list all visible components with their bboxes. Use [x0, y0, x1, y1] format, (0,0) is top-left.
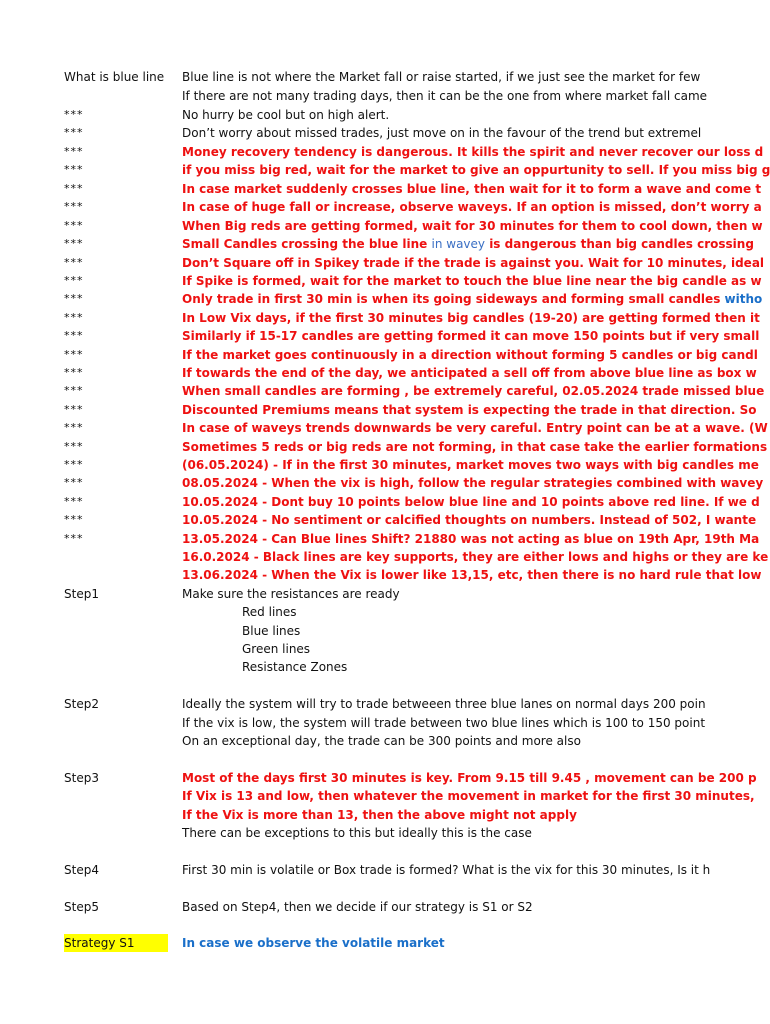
cell-text[interactable]: [182, 290, 763, 308]
sheet-row: [0, 566, 768, 584]
cell-label[interactable]: ***: [64, 384, 84, 397]
cell-text[interactable]: [182, 235, 754, 253]
cell-text[interactable]: If Vix is 13 and low, then whatever the movement in market for the first 30 minutes,: [182, 789, 755, 803]
sheet-row: [0, 530, 768, 548]
cell-text[interactable]: Make sure the resistances are ready: [182, 587, 400, 601]
sheet-row: [0, 124, 768, 142]
sheet-row: [0, 198, 768, 216]
cell-label[interactable]: ***: [64, 421, 84, 434]
cell-text[interactable]: 13.06.2024 - When the Vix is lower like 13,15, etc, then there is no hard rule that low: [182, 568, 762, 582]
cell-text[interactable]: 10.05.2024 - No sentiment or calcified thoughts on numbers. Instead of 502, I wante: [182, 513, 757, 527]
cell-label[interactable]: ***: [64, 513, 84, 526]
sheet-row: [0, 235, 768, 253]
sheet-row: [0, 438, 768, 456]
cell-label[interactable]: ***: [64, 219, 84, 232]
sheet-row: [0, 217, 768, 235]
sheet-row: [0, 548, 768, 566]
cell-text[interactable]: In Low Vix days, if the first 30 minutes big candles (19-20) are getting formed then it: [182, 311, 760, 325]
sheet-row: [0, 87, 768, 105]
sheet-row: [0, 585, 768, 603]
cell-text[interactable]: If towards the end of the day, we anticipated a sell off from above blue line as box w: [182, 366, 757, 380]
cell-text[interactable]: First 30 min is volatile or Box trade is formed? What is the vix for this 30 minutes, Is it h: [182, 863, 711, 877]
cell-label[interactable]: ***: [64, 237, 84, 250]
sheet-row: [0, 382, 768, 400]
cell-label[interactable]: ***: [64, 126, 84, 139]
cell-label[interactable]: ***: [64, 440, 84, 453]
sheet-row: [0, 106, 768, 124]
sheet-row: [0, 824, 768, 842]
cell-label[interactable]: ***: [64, 108, 84, 121]
sheet-row: [0, 401, 768, 419]
cell-text[interactable]: Discounted Premiums means that system is expecting the trade in that direction. So: [182, 403, 757, 417]
cell-label[interactable]: What is blue line: [64, 70, 165, 84]
cell-label[interactable]: Step5: [64, 900, 99, 914]
sheet-row: [0, 898, 768, 916]
cell-text[interactable]: Based on Step4, then we decide if our strategy is S1 or S2: [182, 900, 533, 914]
cell-label[interactable]: ***: [64, 292, 84, 305]
sheet-row: [0, 419, 768, 437]
cell-text[interactable]: No hurry be cool but on high alert.: [182, 108, 390, 122]
cell-text[interactable]: Ideally the system will try to trade betweeen three blue lanes on normal days 200 poin: [182, 697, 706, 711]
sheet-row: [0, 714, 768, 732]
cell-label[interactable]: ***: [64, 532, 84, 545]
cell-label[interactable]: ***: [64, 476, 84, 489]
highlighted-text-run: in wavey: [431, 237, 486, 251]
text-run: is dangerous than big candles crossing: [485, 237, 754, 251]
cell-text[interactable]: If there are not many trading days, then it can be the one from where market fall came: [182, 89, 708, 103]
cell-text[interactable]: Money recovery tendency is dangerous. It kills the spirit and never recover our loss d: [182, 145, 764, 159]
sheet-row: [0, 456, 768, 474]
cell-label[interactable]: ***: [64, 311, 84, 324]
cell-label[interactable]: Step4: [64, 863, 99, 877]
sheet-row: [0, 290, 768, 308]
cell-label[interactable]: ***: [64, 495, 84, 508]
cell-text[interactable]: Green lines: [242, 642, 311, 656]
cell-text[interactable]: There can be exceptions to this but ideally this is the case: [182, 826, 532, 840]
cell-label[interactable]: ***: [64, 145, 84, 158]
sheet-row: [0, 732, 768, 750]
cell-text[interactable]: If the market goes continuously in a direction without forming 5 candles or big candl: [182, 348, 758, 362]
cell-label[interactable]: ***: [64, 200, 84, 213]
text-run: Only trade in first 30 min is when its going sideways and forming small candles: [182, 292, 725, 306]
sheet-row: [0, 658, 768, 676]
sheet-row: [0, 254, 768, 272]
sheet-row: [0, 309, 768, 327]
cell-label[interactable]: Step1: [64, 587, 99, 601]
cell-text[interactable]: If the vix is low, the system will trade between two blue lines which is 100 to 150 point: [182, 716, 706, 730]
sheet-row: [0, 861, 768, 879]
cell-text[interactable]: 10.05.2024 - Dont buy 10 points below blue line and 10 points above red line. If we d: [182, 495, 760, 509]
cell-text[interactable]: Red lines: [242, 605, 297, 619]
text-run: Small Candles crossing the blue line: [182, 237, 432, 251]
sheet-row: [0, 180, 768, 198]
cell-text[interactable]: 16.0.2024 - Black lines are key supports, they are either lows and highs or they are ke: [182, 550, 769, 564]
sheet-row: [0, 787, 768, 805]
cell-text[interactable]: When small candles are forming , be extremely careful, 02.05.2024 trade missed blue: [182, 384, 765, 398]
cell-text[interactable]: Similarly if 15-17 candles are getting formed it can move 150 points but if very small: [182, 329, 760, 343]
sheet-row: [0, 934, 768, 952]
sheet-row: [0, 364, 768, 382]
cell-text[interactable]: If Spike is formed, wait for the market to touch the blue line near the big candle as w: [182, 274, 762, 288]
cell-label[interactable]: Step3: [64, 771, 99, 785]
cell-label[interactable]: ***: [64, 163, 84, 176]
cell-text[interactable]: Don’t worry about missed trades, just move on in the favour of the trend but extremel: [182, 126, 702, 140]
cell-text[interactable]: When Big reds are getting formed, wait for 30 minutes for them to cool down, then w: [182, 219, 763, 233]
cell-text[interactable]: 13.05.2024 - Can Blue lines Shift? 21880 was not acting as blue on 19th Apr, 19th Ma: [182, 532, 760, 546]
cell-label[interactable]: ***: [64, 274, 84, 287]
cell-text[interactable]: On an exceptional day, the trade can be 300 points and more also: [182, 734, 581, 748]
cell-text[interactable]: Don’t Square off in Spikey trade if the trade is against you. Wait for 10 minutes, ideal: [182, 256, 765, 270]
sheet-row: [0, 695, 768, 713]
sheet-row: [0, 622, 768, 640]
cell-text[interactable]: Most of the days first 30 minutes is key. From 9.15 till 9.45 , movement can be 200 p: [182, 771, 757, 785]
cell-label[interactable]: Step2: [64, 697, 99, 711]
sheet-row: [0, 327, 768, 345]
highlighted-text-run: witho: [724, 292, 763, 306]
cell-label[interactable]: ***: [64, 366, 84, 379]
sheet-row: [0, 806, 768, 824]
sheet-row: [0, 161, 768, 179]
cell-label[interactable]: ***: [64, 182, 84, 195]
cell-text[interactable]: In case of huge fall or increase, observe waveys. If an option is missed, don’t worry a: [182, 200, 762, 214]
sheet-row: [0, 474, 768, 492]
sheet-row: [0, 143, 768, 161]
cell-text[interactable]: In case we observe the volatile market: [182, 936, 445, 950]
cell-label[interactable]: ***: [64, 348, 84, 361]
sheet-row: [0, 272, 768, 290]
strategy-label[interactable]: Strategy S1: [64, 934, 168, 952]
cell-text[interactable]: Sometimes 5 reds or big reds are not forming, in that case take the earlier formations: [182, 440, 768, 454]
cell-text[interactable]: In case market suddenly crosses blue line, then wait for it to form a wave and come t: [182, 182, 762, 196]
cell-text[interactable]: if you miss big red, wait for the market to give an oppurtunity to sell. If you miss big g: [182, 163, 770, 177]
cell-label[interactable]: ***: [64, 403, 84, 416]
sheet-row: [0, 511, 768, 529]
cell-text[interactable]: Blue line is not where the Market fall or raise started, if we just see the market for few: [182, 70, 701, 84]
cell-label[interactable]: ***: [64, 329, 84, 342]
sheet-row: [0, 493, 768, 511]
sheet-row: [0, 769, 768, 787]
sheet-row: [0, 68, 768, 86]
cell-text[interactable]: In case of waveys trends downwards be very careful. Entry point can be at a wave. (W: [182, 421, 768, 435]
cell-label[interactable]: ***: [64, 256, 84, 269]
cell-text[interactable]: Resistance Zones: [242, 660, 348, 674]
sheet-row: [0, 603, 768, 621]
cell-text[interactable]: Blue lines: [242, 624, 301, 638]
cell-text[interactable]: 08.05.2024 - When the vix is high, follow the regular strategies combined with wavey: [182, 476, 764, 490]
sheet-row: [0, 640, 768, 658]
cell-text[interactable]: If the Vix is more than 13, then the above might not apply: [182, 808, 577, 822]
sheet-row: [0, 346, 768, 364]
cell-label[interactable]: ***: [64, 458, 84, 471]
cell-text[interactable]: (06.05.2024) - If in the first 30 minutes, market moves two ways with big candles me: [182, 458, 759, 472]
